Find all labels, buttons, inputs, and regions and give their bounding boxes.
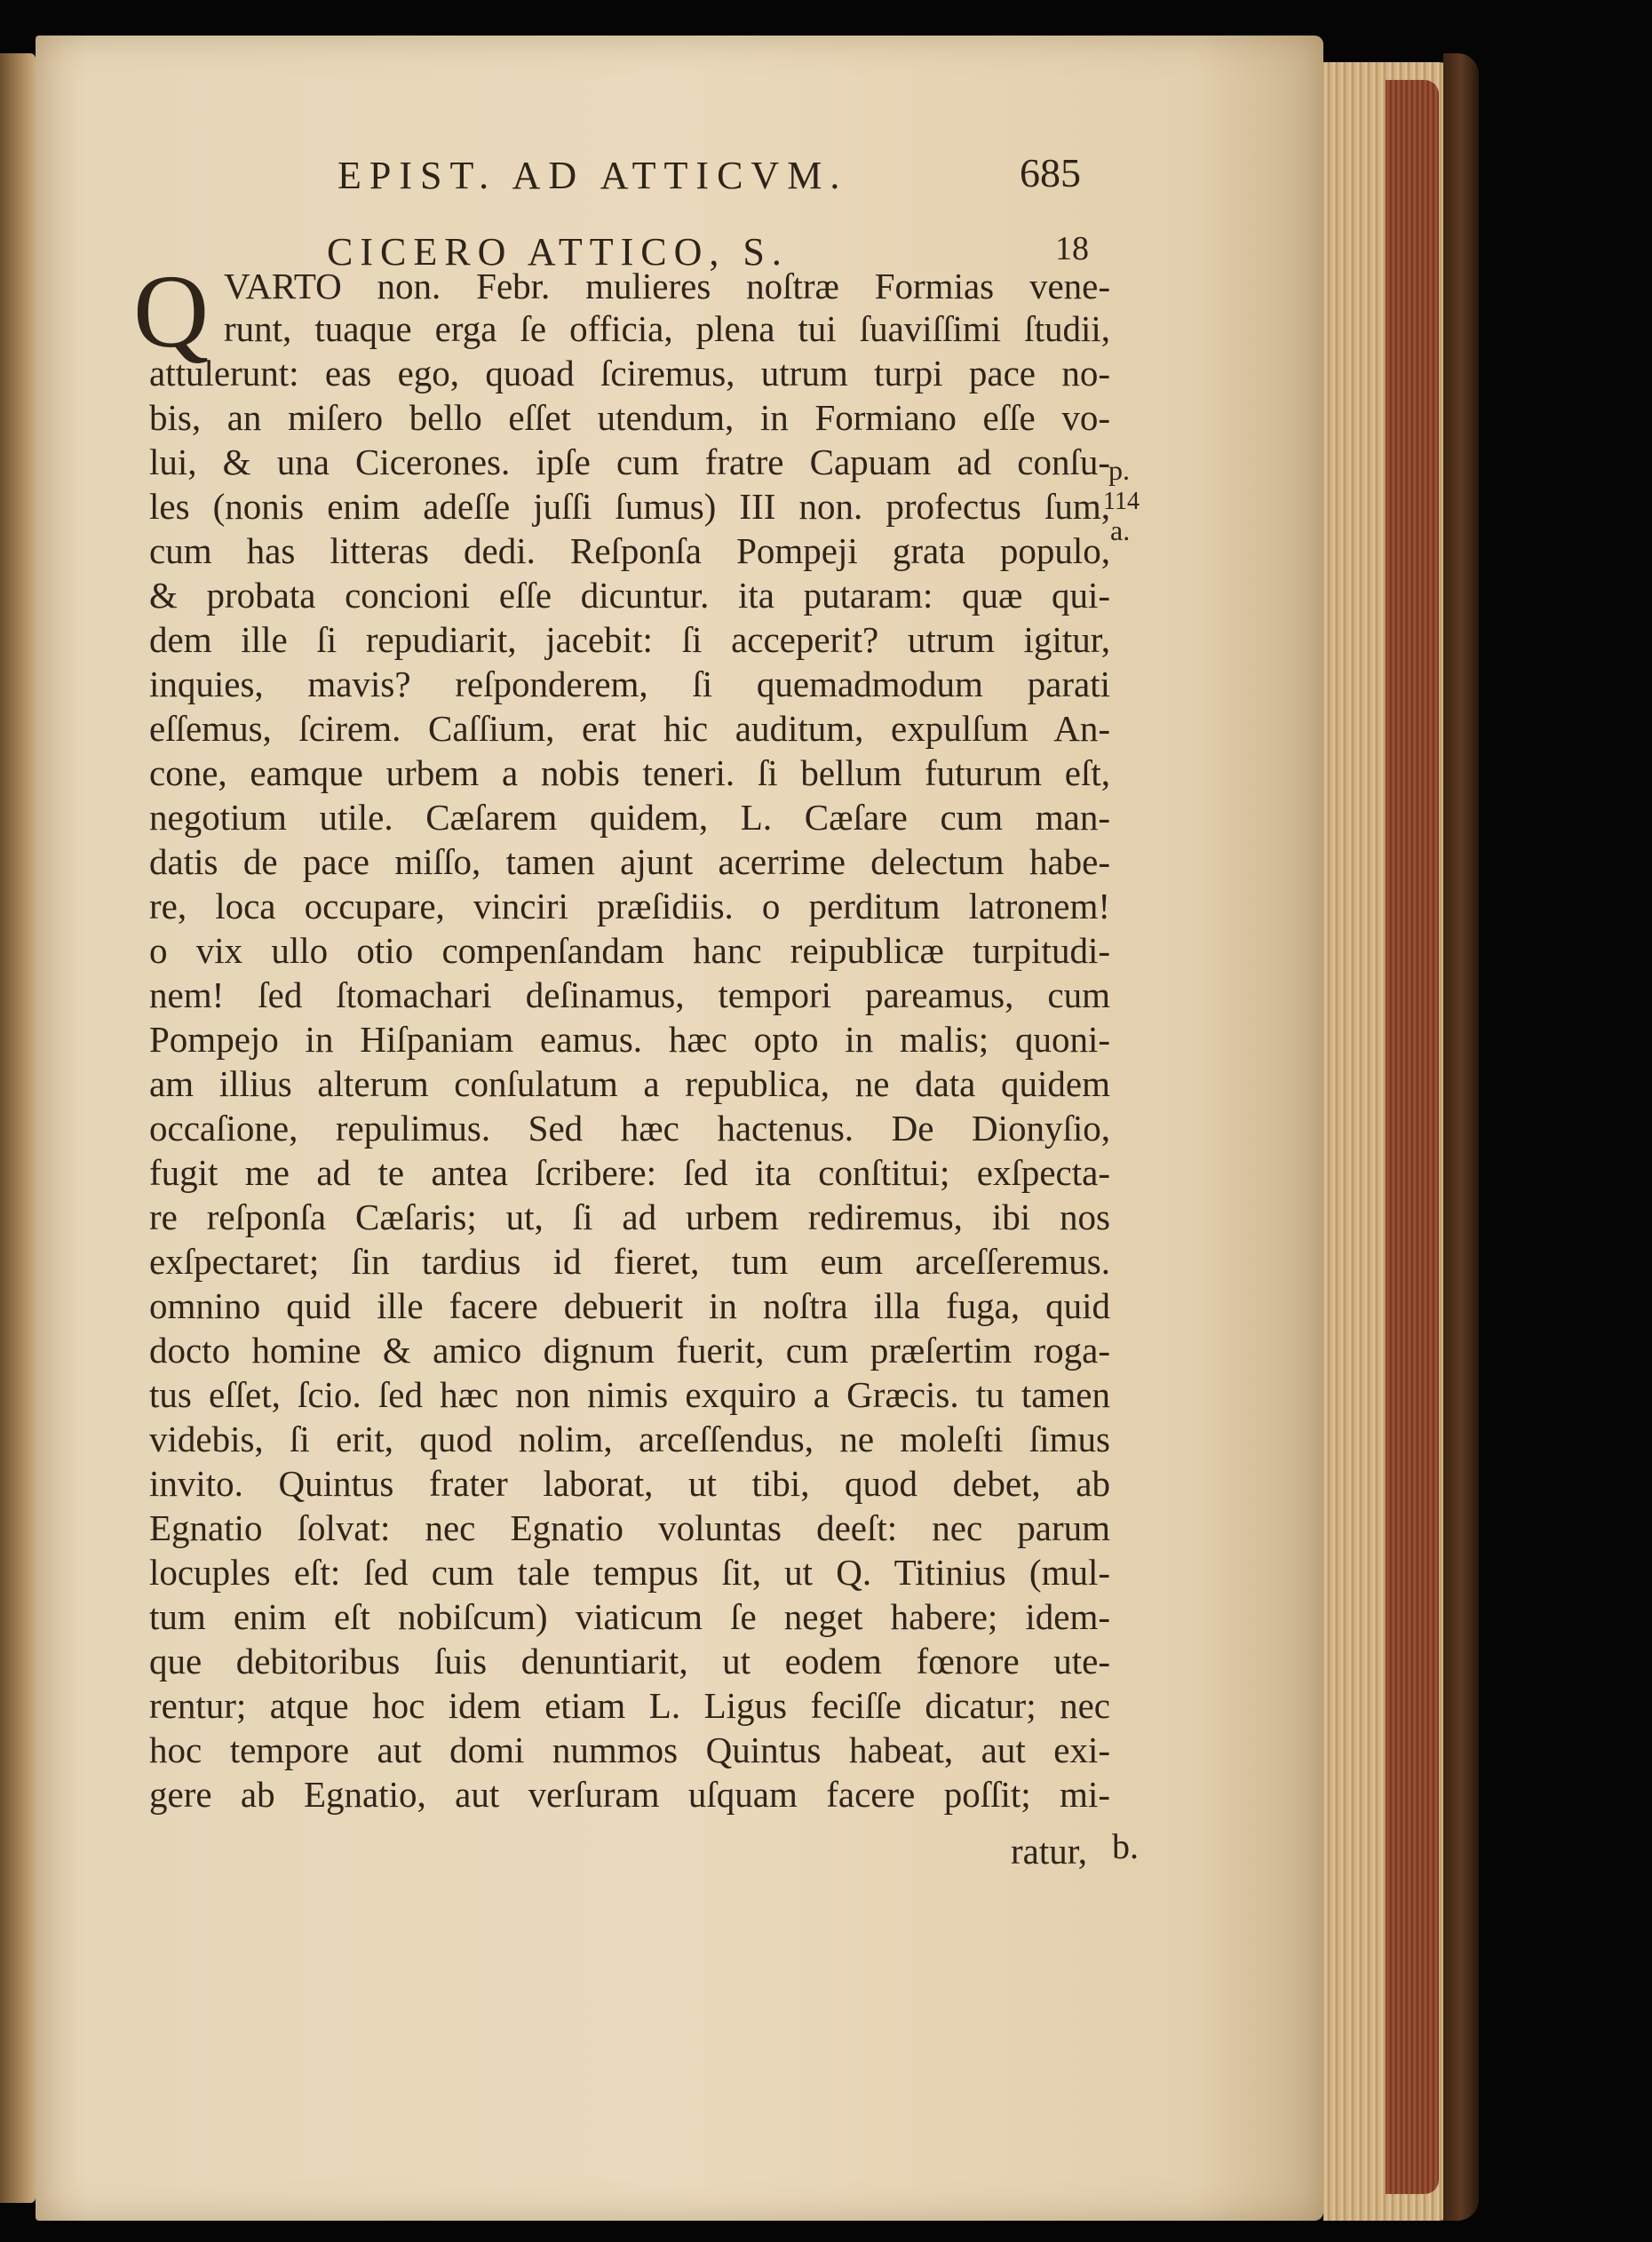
text-line: & probata concioni eſſe dicuntur. ita putaram: quæ qui- <box>149 575 1110 616</box>
text-line: videbis, ſi erit, quod nolim, arceſſendus, ne moleſti ſimus <box>149 1419 1110 1459</box>
catchword: ratur, <box>1011 1831 1088 1872</box>
text-line: inquies, mavis? reſponderem, ſi quemadmodum parati <box>149 664 1110 704</box>
text-line: que debitoribus ſuis denuntiarit, ut eodem fœnore ute- <box>149 1641 1110 1682</box>
drop-cap: Q <box>133 253 210 370</box>
letter-title: CICERO ATTICO, S. <box>327 230 789 274</box>
text-line: am illius alterum conſulatum a republica, ne data quidem <box>149 1063 1110 1104</box>
margin-note-number: 114 <box>1103 488 1140 515</box>
text-line: re, loca occupare, vinciri præſidiis. o perditum latronem! <box>149 886 1110 926</box>
text-line: VARTO non. Febr. mulieres noſtræ Formias vene- <box>224 266 1110 306</box>
text-line: tum enim eſt nobiſcum) viaticum ſe neget habere; idem- <box>149 1596 1110 1637</box>
previous-page-edge <box>0 53 36 2203</box>
page-number: 685 <box>1020 150 1081 195</box>
book-cover-edge <box>1443 53 1479 2221</box>
text-line: runt, tuaque erga ſe officia, plena tui ſuaviſſimi ſtudii, <box>224 308 1110 349</box>
running-head-title: EPIST. AD ATTICVM. <box>338 154 848 197</box>
margin-note-b: b. <box>1112 1826 1139 1866</box>
text-line: hoc tempore aut domi nummos Quintus habeat, aut exi- <box>149 1729 1110 1770</box>
text-line: gere ab Egnatio, aut verſuram uſquam facere poſſit; mi- <box>149 1774 1110 1815</box>
text-line: Egnatio ſolvat: nec Egnatio voluntas deeſt: nec parum <box>149 1507 1110 1548</box>
text-line: tus eſſet, ſcio. ſed hæc non nimis exquiro a Græcis. tu tamen <box>149 1374 1110 1415</box>
text-line: Pompejo in Hiſpaniam eamus. hæc opto in malis; quoni- <box>149 1019 1110 1060</box>
text-line: fugit me ad te antea ſcribere: ſed ita conſtitui; exſpecta- <box>149 1152 1110 1193</box>
text-line: datis de pace miſſo, tamen ajunt acerrime delectum habe- <box>149 841 1110 882</box>
text-line: negotium utile. Cæſarem quidem, L. Cæſare cum man- <box>149 797 1110 838</box>
text-line: omnino quid ille facere debuerit in noſtra illa fuga, quid <box>149 1285 1110 1326</box>
text-line: locuples eſt: ſed cum tale tempus ſit, ut Q. Titinius (mul- <box>149 1552 1110 1593</box>
text-line: cone, eamque urbem a nobis teneri. ſi bellum futurum eſt, <box>149 752 1110 793</box>
margin-note-p: p. <box>1108 454 1130 486</box>
text-line: docto homine & amico dignum fuerit, cum præſertim roga- <box>149 1330 1110 1371</box>
text-line: bis, an miſero bello eſſet utendum, in Formiano eſſe vo- <box>149 397 1110 438</box>
red-fore-edge <box>1386 80 1439 2194</box>
text-line: dem ille ſi repudiarit, jacebit: ſi acceperit? utrum igitur, <box>149 619 1110 660</box>
letter-number: 18 <box>1055 230 1089 267</box>
text-line: exſpectaret; ſin tardius id fieret, tum eum arceſſeremus. <box>149 1241 1110 1282</box>
text-line: lui, & una Cicerones. ipſe cum fratre Capuam ad conſu- <box>149 441 1110 482</box>
text-line: les (nonis enim adeſſe juſſi ſumus) III non. profectus ſum, <box>149 486 1110 527</box>
text-line: occaſione, repulimus. Sed hæc hactenus. De Dionyſio, <box>149 1108 1110 1149</box>
text-line: o vix ullo otio compenſandam hanc reipublicæ turpitudi- <box>149 930 1110 971</box>
text-line: nem! ſed ſtomachari deſinamus, tempori pareamus, cum <box>149 974 1110 1015</box>
margin-note-a: a. <box>1110 514 1131 546</box>
text-line: eſſemus, ſcirem. Caſſium, erat hic auditum, expulſum An- <box>149 708 1110 749</box>
text-line: rentur; atque hoc idem etiam L. Ligus feciſſe dicatur; nec <box>149 1685 1110 1726</box>
text-line: re reſponſa Cæſaris; ut, ſi ad urbem rediremus, ibi nos <box>149 1197 1110 1237</box>
text-line: attulerunt: eas ego, quoad ſciremus, utrum turpi pace no- <box>149 353 1110 394</box>
text-line: invito. Quintus frater laborat, ut tibi, quod debet, ab <box>149 1463 1110 1504</box>
text-line: cum has litteras dedi. Reſponſa Pompeji grata populo, <box>149 530 1110 571</box>
